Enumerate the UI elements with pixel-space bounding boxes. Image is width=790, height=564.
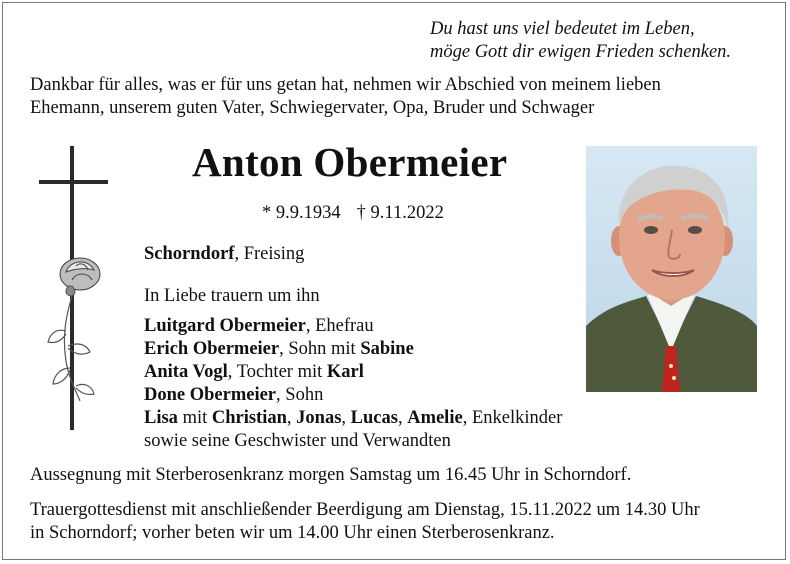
mourner-name: Karl (326, 362, 364, 382)
mourner-relation: , Enkelkinder (462, 408, 563, 428)
blessing-notice: Aussegnung mit Sterberosenkranz morgen Samstag um 16.45 Uhr in Schorndorf. (30, 465, 632, 485)
mourners-intro: In Liebe trauern um ihn (144, 286, 320, 306)
mourner-sep: , (397, 408, 408, 428)
mourner-name: Sabine (360, 339, 414, 359)
mourner-line (144, 384, 562, 407)
mourner-name: Jonas (296, 408, 342, 428)
cross-with-rose-icon (36, 146, 112, 432)
mourner-line: sowie seine Geschwister und Verwandten (144, 431, 451, 451)
service-line-2: in Schorndorf; vorher beten wir um 14.00 Uhr einen Sterberosenkranz. (30, 523, 555, 543)
mourner-name: Amelie (407, 408, 463, 428)
mourner-relation: , Sohn mit (279, 339, 361, 359)
quote-line-1: Du hast uns viel bedeutet im Leben, (430, 19, 695, 39)
intro-line-1: Dankbar für alles, was er für uns getan hat, nehmen wir Abschied von meinem lieben (30, 75, 661, 95)
intro-line-2: Ehemann, unserem guten Vater, Schwiegervater, Opa, Bruder und Schwager (30, 98, 595, 118)
mourner-sep: , (341, 408, 351, 428)
mourner-relation: , Sohn (276, 385, 324, 405)
deceased-name: Anton Obermeier (192, 139, 508, 185)
mourner-line (144, 338, 562, 361)
mourner-sep: mit (177, 408, 212, 428)
mourner-name: Lucas (350, 408, 398, 428)
mourner-name: Done Obermeier (144, 385, 277, 405)
mourner-name: Luitgard Obermeier (144, 316, 306, 336)
service-notice (30, 499, 770, 545)
mourner-line (144, 407, 562, 430)
home-place (144, 244, 304, 265)
life-dates (262, 203, 460, 224)
mourners-list (144, 315, 562, 453)
memorial-quote (430, 18, 731, 64)
mourner-relation: , Ehefrau (305, 316, 374, 336)
mourner-relation: , Tochter mit (227, 362, 327, 382)
mourner-sep: , (286, 408, 297, 428)
portrait-photo (586, 146, 757, 392)
intro-text (30, 74, 770, 120)
birth-date: * 9.9.1934 (262, 203, 341, 223)
place-rest: , Freising (234, 244, 305, 264)
mourner-name: Lisa (144, 408, 178, 428)
place-bold: Schorndorf (144, 244, 235, 264)
quote-line-2: möge Gott dir ewigen Frieden schenken. (430, 42, 732, 62)
service-line-1: Trauergottesdienst mit anschließender Beerdigung am Dienstag, 15.11.2022 um 14.30 Uhr (30, 500, 700, 520)
portrait-image (586, 146, 757, 392)
mourner-line (144, 361, 562, 384)
mourner-line (144, 315, 562, 338)
death-date: † 9.11.2022 (356, 203, 444, 223)
mourner-name: Christian (211, 408, 287, 428)
mourner-name: Anita Vogl (144, 362, 228, 382)
mourner-name: Erich Obermeier (144, 339, 280, 359)
